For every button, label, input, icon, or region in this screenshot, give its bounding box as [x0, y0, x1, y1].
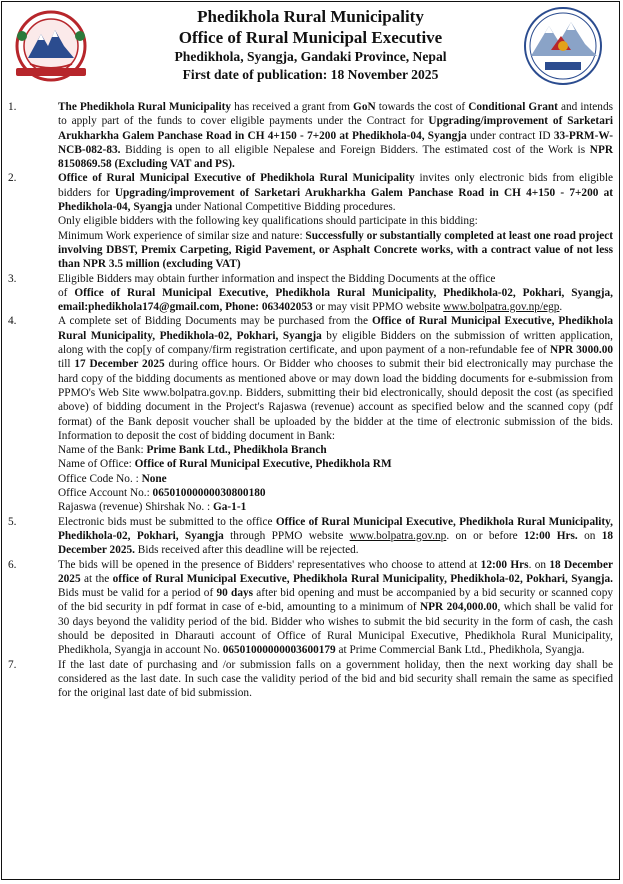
office-contact: Office of Rural Municipal Executive, Phedikhola Rural Municipality, Phedikhola-02, Pokhari, Syangja, email:phedikhola174@gmail.com, Phone: 063402053	[58, 286, 613, 314]
notice-header	[2, 2, 619, 100]
clause-1: 1. The Phedikhola Rural Municipality has received a grant from GoN towards the cost of Conditional Grant and intends to apply part of the funds to cover eligible payments under the Contract for Upgrading/improvement of Sarketari Arukharkha Galem Panchase Road in CH 4+150 - 7+200 at Phedikhola-04, Syangja under contract ID 33-PRM-W-NCB-082-83. Bidding is open to all eligible Nepalese and Foreign Bidders. The estimated cost of the Work is NPR 8150869.58 (Excluding VAT and PS).	[8, 101, 614, 171]
clause-number: 1.	[8, 101, 17, 113]
clause-6: 6. The bids will be opened in the presence of Bidders' representatives who choose to attend at 12:00 Hrs. on 18 December 2025 at the office of Rural Municipal Executive, Phedikhola Rural Municipality, Phedikhola-02, Pokhari, Syangja. Bids must be valid for a period of 90 days after bid opening and must be accompanied by a bid security or scanned copy of the bid security in pdf format in case of e-bid, amounting to a minimum of NPR 204,000.00, which shall be valid for 30 days beyond the validity period of the bid. Bidder who wishes to submit the bid security in the form of cash, the cash should be deposited in Dharauti account of Office of Rural Municipal Executive, Phedikhola Rural Municipality, Phedikhola, Syangja in account No. 06501000000003600179 at Prime Commercial Bank Ltd., Phedikhola, Syangja.	[8, 558, 613, 657]
office-code-row: Office Code No. : None	[58, 472, 167, 485]
estimated-cost: NPR 8150869.58 (Excluding VAT and PS).	[58, 143, 613, 171]
contract-id: 33-PRM-W-NCB-082-83.	[58, 129, 613, 156]
nepal-emblem-icon	[8, 6, 94, 84]
clause-number: 5.	[8, 515, 17, 528]
qualification-criteria: Successfully or substantially completed at least one road project involving DBST, Premix Carpeting, Rigid Pavement, or Asphalt Concrete works, with a contract value of not less than NPR 3.5 million (excluding VAT)	[58, 229, 614, 271]
project-name: Upgrading/improvement of Sarketari Arukharkha Galem Panchase Road in CH 4+150 - 7+200 at Phedikhola-04, Syangja	[58, 115, 614, 142]
clause-4: 4. A complete set of Bidding Documents may be purchased from the Office of Rural Municipal Executive, Phedikhola Rural Municipality, Phedikhola-02, Pokhari, Syangja by eligible Bidders on the submission of written application, along with the cop[y of company/firm registration certificate, and upon payment of a non-refundable fee of NPR 3000.00 till 17 December 2025 during office hours. Or Bidder who chooses to submit their bid electronically may purchase the hard copy of the bidding documents as mentioned above or may down load the bidding documents for e-submission from PPMO's Web Site www.bolpatra.gov.np. Bidders, submitting their bid electronically, should deposit the cost (as specified above) of bidding document in the Project's Rajaswa (revenue) account as specified below and the scanned copy (pdf format) of the Bank deposit voucher shall be uploaded by the bidder at the time of electronic submission of the bids. Information to deposit the cost of bidding document in Bank: Name of the Bank: Prime Bank Ltd., Phedikhola Branch Name of Office: Office of Rural Municipal Executive, Phedikhola RM Office Code No. : None Office Account No.: 06501000000030800180 Rajaswa (revenue) Shirshak No. : Ga-1-1	[8, 315, 614, 514]
bank-name-row: Name of the Bank: Prime Bank Ltd., Phedikhola Branch	[58, 444, 327, 457]
notice-body	[2, 100, 619, 700]
opening-date: 18 December 2025	[58, 558, 613, 585]
office-account-row: Office Account No.: 06501000000030800180	[58, 487, 266, 500]
clause-number: 6.	[8, 558, 17, 571]
clause-number: 4.	[8, 315, 17, 328]
grantee: The Phedikhola Rural Municipality	[58, 101, 232, 113]
notice-page	[1, 1, 620, 880]
clause-3: 3. Eligible Bidders may obtain further information and inspect the Bidding Documents at the office of Office of Rural Municipal Executive, Phedikhola Rural Municipality, Phedikhola-02, Pokhari, Syangja, email:phedikhola174@gmail.com, Phone: 063402053 or may visit PPMO website www.bolpatra.gov.np/egp.	[8, 272, 613, 314]
holiday-clause: If the last date of purchasing and /or submission falls on a government holiday, then the next working day shall be considered as the last date. In such case the validity period of the bid and bid security shall remain the same as specified for the original last date of bid submission.	[58, 658, 613, 700]
bolpatra-link[interactable]: www.bolpatra.gov.np	[349, 529, 447, 542]
clause-number: 3.	[8, 272, 17, 285]
submission-deadline: 18 December 2025.	[58, 529, 614, 557]
bid-security-amount: NPR 204,000.00	[419, 601, 498, 614]
clause-number: 7.	[8, 658, 17, 671]
purchase-deadline: 17 December 2025	[74, 358, 165, 371]
office-name: Office of Rural Municipal Executive	[178, 28, 443, 47]
publication-date: First date of publication: 18 November 2025	[182, 67, 439, 82]
egp-link[interactable]: www.bolpatra.gov.np/egp	[443, 301, 560, 314]
clause-2: 2. Office of Rural Municipal Executive of Phedikhola Rural Municipality invites only electronic bids from eligible bidders for Upgrading/improvement of Sarketari Arukharkha Galem Panchase Road in CH 4+150 - 7+200 at Phedikhola-04, Syangja under National Competitive Bidding procedures. Only eligible bidders with the following key qualifications should participate in this bidding: Minimum Work experience of similar size and nature: Successfully or substantially completed at least one road project involving DBST, Premix Carpeting, Rigid Pavement, or Asphalt Concrete works, with a contract value of not less than NPR 3.5 million (excluding VAT)	[8, 172, 614, 271]
municipality-logo-icon	[511, 6, 615, 90]
clause-7	[6, 658, 613, 701]
office-name-row: Name of Office: Office of Rural Municipal Executive, Phedikhola RM	[58, 458, 392, 471]
clause-number: 2.	[8, 172, 17, 185]
shirshak-row: Rajaswa (revenue) Shirshak No. : Ga-1-1	[58, 501, 247, 514]
municipality-name: Phedikhola Rural Municipality	[197, 7, 424, 26]
clause-5: 5. Electronic bids must be submitted to the office Office of Rural Municipal Executive, Phedikhola Rural Municipality, Phedikhola-02, Pokhari, Syangja through PPMO website www.bolpatra.gov.np. on or before 12:00 Hrs. on 18 December 2025. Bids received after this deadline will be rejected.	[8, 515, 614, 557]
office-address: Phedikhola, Syangja, Gandaki Province, Nepal	[174, 49, 447, 64]
document-fee: NPR 3000.00	[549, 344, 613, 357]
dharauti-account: 06501000000003600179	[222, 644, 336, 657]
bid-validity: 90 days	[216, 587, 254, 600]
qualification-intro: Only eligible bidders with the following key qualifications should participate in this bidding:	[58, 215, 478, 228]
